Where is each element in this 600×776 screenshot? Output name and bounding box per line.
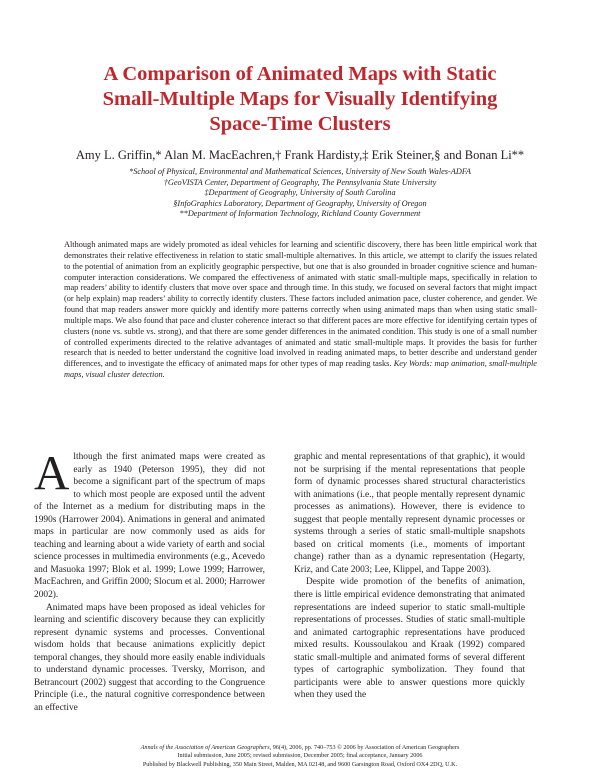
abstract-body: Although animated maps are widely promoted as ideal vehicles for learning and scientific discovery, there has been little empirical work that demonstrates their relative effectiveness in relation to static small-multiple alternatives. In this article, we attempt to clarify the issues related to the potential of animation from an explicitly geographic perspective, but one that is also grounded in broader cognitive science and human-computer interaction considerations. We compared the effectiveness of animated with static small-multiple maps, specifically in relation to map readers’ ability to identify clusters that move over space and through time. In this study, we focused on several factors that might impact (or help explain) map readers’ ability to correctly identify clusters. These factors included animation pace, cluster coherence, and gender. We found that map readers answer more quickly and identify more patterns correctly when using animated maps than when using static small-multiple maps. We also found that pace and cluster coherence interact so that different paces are more effective for identifying certain types of clusters (none vs. subtle vs. strong), and that there are some gender differences in the animated condition. This study is one of a small number of controlled experiments directed to the relative advantages of animated and static small-multiple maps. It provides the basis for further research that is needed to better understand the cognitive load involved in reading animated maps, to better describe and understand gender differences, and to investigate the efficacy of animated maps for other types of map reading tasks. — [64, 240, 537, 369]
keywords-label: Key Words: — [391, 359, 433, 369]
citation-details: , 96(4), 2006, pp. 740–753 © 2006 by Association of American Geographers — [269, 744, 460, 751]
title-line-2: Small-Multiple Maps for Visually Identifying — [102, 88, 498, 110]
affiliation-line: **Department of Information Technology, Richland County Government — [179, 209, 421, 219]
affiliation-line: †GeoVISTA Center, Department of Geography, The Pennsylvania State University — [163, 177, 437, 187]
body-column-right — [294, 451, 525, 702]
body-paragraph: Animated maps have been proposed as ideal vehicles for learning and scientific discovery because they can explicitly represent dynamic systems and processes. Conventional wisdom holds that because animations explicitly depict temporal changes, they should more easily enable individuals to understand dynamic processes. Tversky, Morrison, and Betrancourt (2002) suggest that according to the Congruence Principle (i.e., the natural cognitive correspondence between an effective — [34, 602, 265, 713]
journal-name: Annals of the Association of American Geographers — [140, 744, 270, 751]
footer-citation — [40, 744, 560, 752]
page-footer — [40, 744, 560, 769]
paragraph-text: lthough the first animated maps were created as early as 1940 (Peterson 1995), they did not become a significant part of the spectrum of maps to which most people are exposed until the advent of the Internet as a medium for distributing maps in the 1990s (Harrower 2004). Animations in general and animated maps in particular are now commonly used as aids for teaching and learning about a wide variety of earth and social science processes in multimedia environments (e.g., Acevedo and Masuoka 1997; Blok et al. 1999; Lowe 1999; Harrower, MacEachren, and Griffin 2000; Slocum et al. 2000; Harrower 2002). — [34, 452, 266, 601]
title-line-1: A Comparison of Animated Maps with Static — [103, 63, 497, 85]
body-paragraph: graphic and mental representations of that graphic), it would not be surprising if the mental representations that people form of dynamic processes shared structural characteristics with animations (i.e., that people mentally represent dynamic processes as animations). However, there is evidence to suggest that people mentally represent dynamic processes or systems through a series of static small-multiple snapshots based on critical moments (i.e., moments of important change) rather than as a dynamic representation (Hegarty, Kriz, and Cate 2003; Lee, Klippel, and Tappe 2003). — [294, 452, 525, 575]
paper-title — [40, 62, 560, 137]
affiliation-line: §InfoGraphics Laboratory, Department of Geography, University of Oregon — [173, 198, 427, 208]
affiliation-line: *School of Physical, Environmental and Mathematical Sciences, University of New South Wales-ADFA — [129, 167, 471, 176]
affiliation-line: ‡Department of Geography, University of South Carolina — [204, 188, 396, 198]
body-column-left — [34, 445, 266, 714]
abstract — [64, 240, 537, 381]
footer-submission-dates: Initial submission, June 2005; revised submission, December 2005; final acceptance, January 2006 — [177, 752, 423, 760]
affiliation-list — [60, 167, 540, 220]
footer-publisher: Published by Blackwell Publishing, 350 Main Street, Malden, MA 02148, and 9600 Garsington Road, Oxford OX4 2DQ, U.K. — [142, 760, 458, 768]
title-line-3: Space-Time Clusters — [209, 113, 391, 135]
drop-cap: A — [34, 445, 70, 500]
body-paragraph — [34, 445, 266, 602]
author-list: Amy L. Griffin,* Alan M. MacEachren,† Frank Hardisty,‡ Erik Steiner,§ and Bonan Li** — [75, 148, 525, 162]
keywords: map animation, small-multiple maps, visual cluster detection. — [64, 359, 537, 380]
body-paragraph: Despite wide promotion of the benefits of animation, there is little empirical evidence demonstrating that animated representations are indeed superior to static small-multiple representations of processes. Studies of static small-multiple and animated cartographic representations have produced mixed results. Koussoulakou and Kraak (1992) compared static small-multiple and animated forms of several different types of cartographic symbolization. They found that participants were able to answer questions more quickly when they used the — [294, 577, 525, 701]
